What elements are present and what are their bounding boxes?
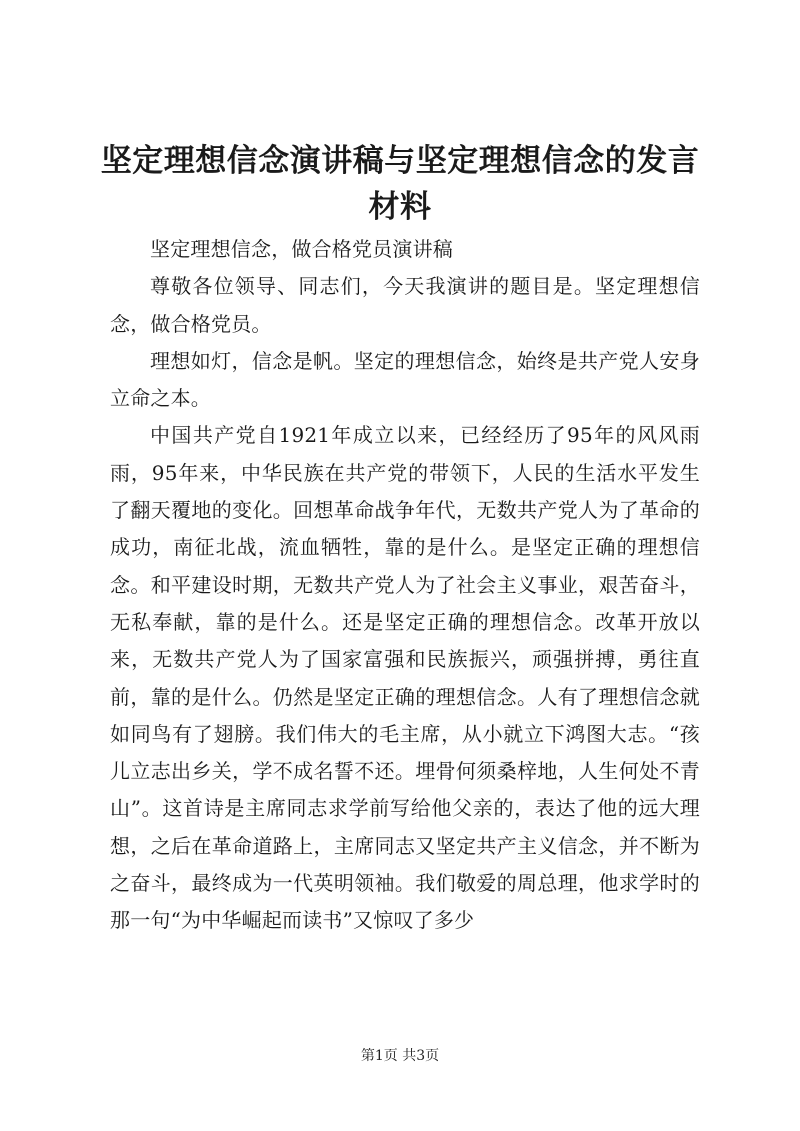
paragraph-intro: 理想如灯，信念是帆。坚定的理想信念，始终是共产党人安身立命之本。 [110,348,700,411]
page-footer [0,1046,800,1066]
page-title: 坚定理想信念演讲稿与坚定理想信念的发言材料 [100,143,700,225]
paragraph-main: 中国共产党自1921年成立以来，已经经历了95年的风风雨雨，95年来，中华民族在共产党的带领下，人民的生活水平发生了翻天覆地的变化。回想革命战争年代，无数共产党人为了革命的成功，南征北战，流血牺牲，靠的是什么。是坚定正确的理想信念。和平建设时期，无数共产党人为了社会主义事业，艰苦奋斗，无私奉献，靠的是什么。还是坚定正确的理想信念。改革开放以来，无数共产党人为了国家富强和民族振兴，顽强拼搏，勇往直前，靠的是什么。仍然是坚定正确的理想信念。人有了理想信念就如同鸟有了翅膀。我们伟大的毛主席，从小就立下鸿图大志。“孩儿立志出乡关，学不成名誓不还。埋骨何须桑梓地，人生何处不青山”。这首诗是主席同志求学前写给他父亲的，表达了他的远大理想，之后在革命道路上，主席同志又坚定共产主义信念，并不断为之奋斗，最终成为一代英明领袖。我们敬爱的周总理，他求学时的那一句“为中华崛起而读书”又惊叹了多少 [110,423,700,933]
paragraph-greeting: 尊敬各位领导、同志们，今天我演讲的题目是。坚定理想信念，做合格党员。 [110,274,700,336]
document-body [110,231,700,940]
page-number: 第1页 共3页 [360,1048,440,1064]
paragraph-subtitle: 坚定理想信念，做合格党员演讲稿 [150,237,453,261]
